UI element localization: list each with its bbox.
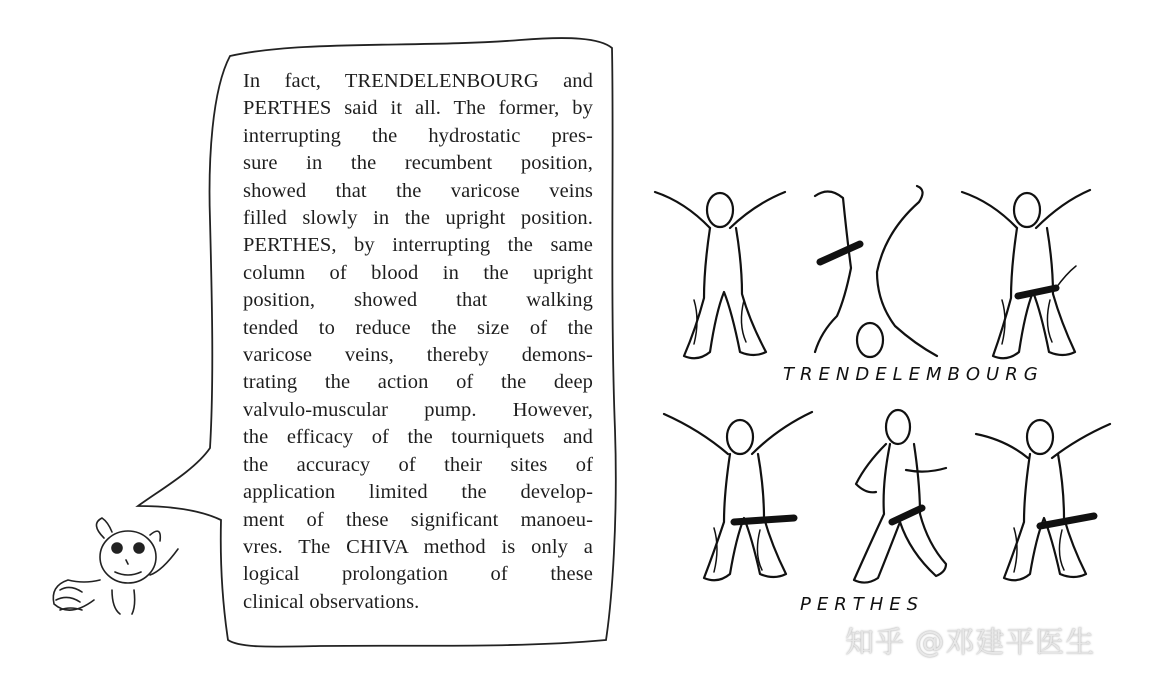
perthes-label: PERTHES: [800, 594, 925, 615]
text-line: varicose veins, thereby demons-: [243, 344, 593, 367]
perthes-figure-1: [664, 412, 812, 580]
text-line: PERTHES said it all. The former, by: [243, 97, 593, 120]
trendelenburg-figure-2: [815, 186, 937, 357]
trendelenburg-figure-3: [962, 190, 1090, 358]
text-line: the efficacy of the tourniquets and: [243, 426, 593, 449]
text-line: vres. The CHIVA method is only a: [243, 535, 593, 558]
text-line: clinical observations.: [243, 590, 420, 613]
text-line: interrupting the hydrostatic pres-: [243, 124, 593, 147]
text-line: ment of these significant manoeu-: [243, 508, 593, 531]
text-line: application limited the develop-: [243, 481, 593, 504]
text-line: column of blood in the upright: [243, 261, 593, 284]
perthes-figure-2: [854, 410, 946, 583]
text-line: the accuracy of their sites of: [243, 453, 593, 476]
text-line: sure in the recumbent position,: [243, 152, 593, 175]
text-line: filled slowly in the upright position.: [243, 207, 593, 230]
text-line: showed that the varicose veins: [243, 179, 593, 202]
text-line: trating the action of the deep: [243, 371, 593, 394]
text-line: In fact, TRENDELENBOURG and: [243, 70, 593, 92]
text-line: logical prolongation of these: [243, 563, 593, 586]
trendelenbourg-label: TRENDELEMBOURG: [783, 364, 1044, 385]
watermark: 知乎 @邓建平医生: [845, 625, 1096, 659]
perthes-figure-3: [976, 420, 1110, 580]
text-line: PERTHES, by interrupting the same: [243, 234, 593, 257]
text-line: tended to reduce the size of the: [243, 316, 593, 339]
trendelenburg-figure-1: [655, 192, 785, 358]
text-line: valvulo-muscular pump. However,: [243, 398, 593, 421]
text-line: position, showed that walking: [243, 289, 593, 312]
